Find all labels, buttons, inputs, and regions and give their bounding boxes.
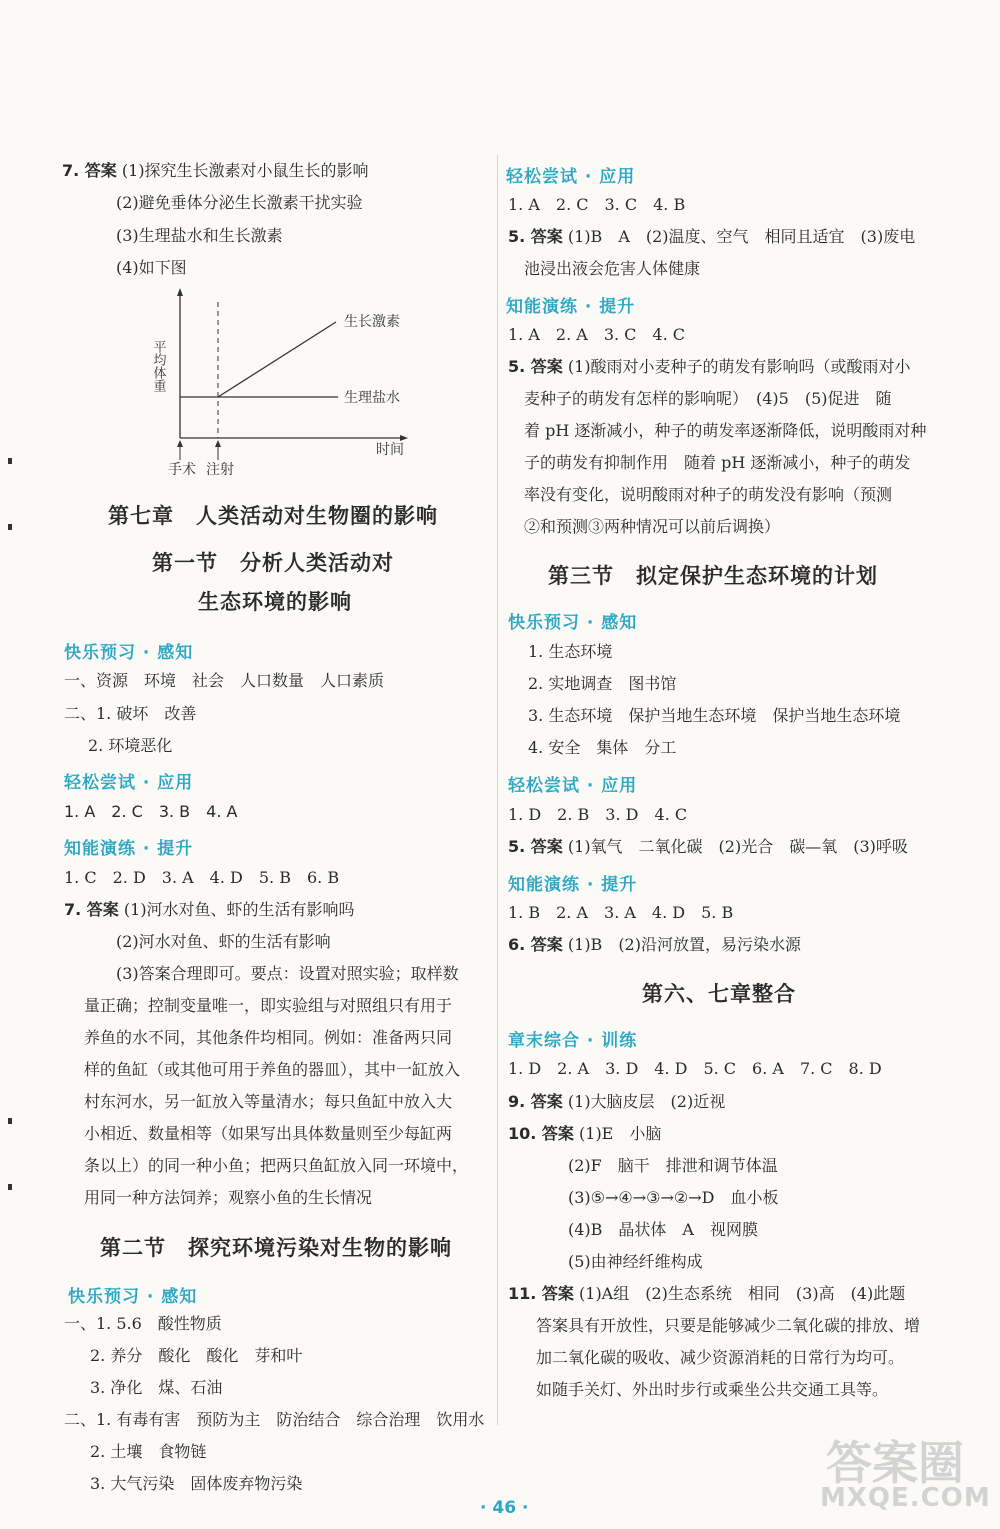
chart-series1-label: 生长激素 xyxy=(344,314,400,330)
review-q10-line3: (3)⑤→④→③→②→D 血小板 xyxy=(568,1188,779,1207)
review-q10-line5: (5)由神经纤维构成 xyxy=(568,1252,703,1271)
margin-mark xyxy=(8,1184,12,1190)
review-q11-line4: 如随手关灯、外出时步行或乘坐公共交通工具等。 xyxy=(536,1380,889,1399)
chart-x2-label: 注射 xyxy=(206,462,234,477)
s2-preview-heading: 快乐预习 · 感知 xyxy=(68,1287,198,1307)
review-q11-line2: 答案具有开放性，只要是能够减少二氧化碳的排放、增 xyxy=(536,1316,921,1335)
review-q10-line1: 10. 答案 (1)E 小脑 xyxy=(508,1124,662,1143)
s1-preview-line1: 一、资源 环境 社会 人口数量 人口素质 xyxy=(64,671,385,690)
q7-answer-line2: (2)避免垂体分泌生长激素干扰实验 xyxy=(116,193,363,212)
review-q11-line1: 11. 答案 (1)A组 (2)生态系统 相同 (3)高 (4)此题 xyxy=(508,1284,906,1303)
s2-zn-q5-line2: 麦种子的萌发有怎样的影响呢） (4)5 (5)促进 随 xyxy=(524,389,892,408)
s3-practice-heading: 知能演练 · 提升 xyxy=(508,875,638,895)
s2-zn-q5-line6: ②和预测③两种情况可以前后调换） xyxy=(524,517,781,536)
s1-q7-line5: 养鱼的水不同，其他条件均相同。例如：准备两只同 xyxy=(84,1028,453,1047)
s1-q7-line8: 小相近、数量相等（如果写出具体数量则至少每缸两 xyxy=(84,1124,453,1143)
q7-answer-line3: (3)生理盐水和生长激素 xyxy=(116,226,283,245)
chapter7-title: 第七章 人类活动对生物圈的影响 xyxy=(108,504,438,528)
s2-zn-q5-line1: 5. 答案 (1)酸雨对小麦种子的萌发有影响吗（或酸雨对小 xyxy=(508,357,911,376)
section1-title-b: 生态环境的影响 xyxy=(198,590,352,614)
chart-series2-label: 生理盐水 xyxy=(344,390,400,406)
s1-q7-line1: 7. 答案 (1)河水对鱼、虾的生活有影响吗 xyxy=(64,900,355,919)
s1-try-heading: 轻松尝试 · 应用 xyxy=(64,773,194,793)
s2-preview-line4: 二、1. 有毒有害 预防为主 防治结合 综合治理 饮用水 xyxy=(64,1410,485,1429)
chart-y-arrow xyxy=(177,288,183,296)
review-q9-line1: 9. 答案 (1)大脑皮层 (2)近视 xyxy=(508,1092,726,1111)
s2-q5-line1: 5. 答案 (1)B A (2)温度、空气 相同且适宜 (3)废电 xyxy=(508,227,916,246)
section2-title: 第二节 探究环境污染对生物的影响 xyxy=(100,1236,452,1260)
chart-line-hormone xyxy=(218,322,336,397)
s1-q7-line10: 用同一种方法饲养；观察小鱼的生长情况 xyxy=(84,1188,373,1207)
chart-x-arrow xyxy=(400,435,408,441)
section1-title-a: 第一节 分析人类活动对 xyxy=(152,551,394,575)
review-q10-line4: (4)B 晶状体 A 视网膜 xyxy=(568,1220,758,1239)
s2-practice-heading: 知能演练 · 提升 xyxy=(506,297,636,317)
s3-preview-line4: 4. 安全 集体 分工 xyxy=(528,738,677,757)
s2-q5-line2: 池浸出液会危害人体健康 xyxy=(524,259,701,278)
s1-q7-line6: 样的鱼缸（或其他可用于养鱼的器皿），其中一缸放入 xyxy=(84,1060,461,1079)
s2-zn-q5-line3: 着 pH 逐渐减小，种子的萌发率逐渐降低，说明酸雨对种 xyxy=(524,421,927,440)
s3-try-heading: 轻松尝试 · 应用 xyxy=(508,776,638,796)
s1-q7-line9: 条以上）的同一种小鱼；把两只鱼缸放入同一环境中， xyxy=(84,1156,469,1175)
s2-try-line1: 1. A 2. C 3. C 4. B xyxy=(508,195,686,214)
s3-preview-line3: 3. 生态环境 保护当地生态环境 保护当地生态环境 xyxy=(528,706,901,725)
s1-q7-line3: (3)答案合理即可。要点：设置对照实验；取样数 xyxy=(116,964,459,983)
watermark-logo xyxy=(820,1425,991,1520)
s2-preview-line5: 2. 土壤 食物链 xyxy=(90,1442,207,1461)
s1-practice-heading: 知能演练 · 提升 xyxy=(64,839,194,859)
section3-title: 第三节 拟定保护生态环境的计划 xyxy=(548,564,878,588)
s1-try-line1: 1. A 2. C 3. B 4. A xyxy=(64,802,238,821)
s3-try-line1: 1. D 2. B 3. D 4. C xyxy=(508,805,688,824)
s3-practice-line1: 1. B 2. A 3. A 4. D 5. B xyxy=(508,903,734,922)
s1-q7-line7: 村东河水，另一缸放入等量清水；每只鱼缸中放入大 xyxy=(84,1092,453,1111)
s1-practice-line1: 1. C 2. D 3. A 4. D 5. B 6. B xyxy=(64,868,340,887)
s1-q7-line2: (2)河水对鱼、虾的生活有影响 xyxy=(116,932,331,951)
chart-injection-arrow xyxy=(215,440,221,447)
margin-mark xyxy=(8,458,12,464)
chapter67-title: 第六、七章整合 xyxy=(642,982,796,1006)
column-divider xyxy=(497,155,498,1425)
s2-practice-line1: 1. A 2. A 3. C 4. C xyxy=(508,325,686,344)
margin-mark xyxy=(8,1118,12,1124)
s1-q7-line4: 量正确；控制变量唯一，即实验组与对照组只有用于 xyxy=(84,996,453,1015)
chart-x1-label: 手术 xyxy=(168,462,196,477)
s3-q6-line1: 6. 答案 (1)B (2)沿河放置，易污染水源 xyxy=(508,935,801,954)
weight-chart xyxy=(148,282,418,477)
review-heading: 章末综合 · 训练 xyxy=(508,1031,638,1051)
review-q10-line2: (2)F 脑干 排泄和调节体温 xyxy=(568,1156,778,1175)
s2-preview-line2: 2. 养分 酸化 酸化 芽和叶 xyxy=(90,1346,303,1365)
watermark-line2: MXQE.COM xyxy=(820,1483,991,1513)
q7-answer-line4: (4)如下图 xyxy=(116,258,187,277)
s3-preview-line1: 1. 生态环境 xyxy=(528,642,613,661)
chart-ylabel: 平均体重 xyxy=(150,340,166,392)
q7-answer-line1: 7. 答案 (1)探究生长激素对小鼠生长的影响 xyxy=(62,161,369,180)
page-number: · 46 · xyxy=(480,1498,529,1518)
watermark-line1: 答案圈 xyxy=(826,1436,964,1490)
s2-zn-q5-line5: 率没有变化，说明酸雨对种子的萌发没有影响（预测 xyxy=(524,485,893,504)
review-line1: 1. D 2. A 3. D 4. D 5. C 6. A 7. C 8. D xyxy=(508,1059,882,1078)
s2-preview-line3: 3. 净化 煤、石油 xyxy=(90,1378,223,1397)
s2-preview-line1: 一、1. 5.6 酸性物质 xyxy=(64,1314,222,1333)
chart-surgery-arrow xyxy=(177,440,183,447)
s2-preview-line6: 3. 大气污染 固体废弃物污染 xyxy=(90,1474,303,1493)
margin-mark xyxy=(8,524,12,530)
review-q11-line3: 加二氧化碳的吸收、减少资源消耗的日常行为均可。 xyxy=(536,1348,905,1367)
s3-q5-line1: 5. 答案 (1)氧气 二氧化碳 (2)光合 碳—氧 (3)呼吸 xyxy=(508,837,908,856)
s3-preview-line2: 2. 实地调查 图书馆 xyxy=(528,674,677,693)
s3-preview-heading: 快乐预习 · 感知 xyxy=(508,613,638,633)
s1-preview-heading: 快乐预习 · 感知 xyxy=(64,643,194,663)
s2-zn-q5-line4: 子的萌发有抑制作用 随着 pH 逐渐减小，种子的萌发 xyxy=(524,453,911,472)
s1-preview-line2: 二、1. 破坏 改善 xyxy=(64,704,197,723)
s2-try-heading: 轻松尝试 · 应用 xyxy=(506,167,636,187)
s1-preview-line3: 2. 环境恶化 xyxy=(88,736,173,755)
chart-xlabel: 时间 xyxy=(376,442,404,458)
